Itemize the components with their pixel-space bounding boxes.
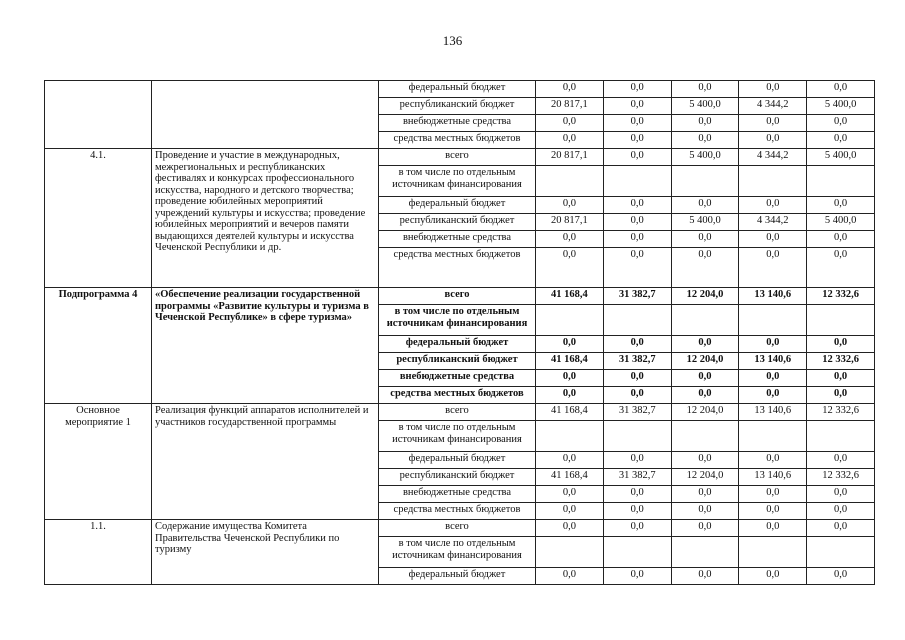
amount-cell: 12 204,0 (671, 404, 739, 421)
item-description: Реализация функций аппаратов исполнителей и участников государственной программы (152, 404, 379, 520)
amount-cell: 0,0 (603, 503, 671, 520)
funding-source: внебюджетные средства (379, 370, 536, 387)
amount-cell: 13 140,6 (739, 404, 807, 421)
amount-cell: 41 168,4 (536, 288, 604, 305)
table-row (45, 81, 875, 98)
amount-cell: 0,0 (603, 452, 671, 469)
amount-cell: 0,0 (603, 387, 671, 404)
amount-cell: 12 332,6 (807, 469, 875, 486)
amount-cell: 20 817,1 (536, 149, 604, 166)
funding-source: в том числе по отдельным источникам финансирования (379, 166, 536, 197)
table-row (45, 288, 875, 305)
amount-cell: 0,0 (603, 520, 671, 537)
item-description: Проведение и участие в международных, межрегиональных и республиканских фестивалях и конкурсах профессионального искусства, народного и детского творчества; проведение юбилейных мероприятий учреждений культуры и искусства; проведение юбилейных мероприятий и вечеров памяти выдающихся деятелей культуры и искусства Чеченской Республики и др. (152, 149, 379, 288)
amount-cell: 0,0 (739, 486, 807, 503)
amount-cell (739, 305, 807, 336)
funding-source: федеральный бюджет (379, 336, 536, 353)
amount-cell: 0,0 (671, 486, 739, 503)
funding-source: республиканский бюджет (379, 469, 536, 486)
amount-cell (739, 421, 807, 452)
item-code: 1.1. (45, 520, 152, 585)
amount-cell (807, 166, 875, 197)
amount-cell: 0,0 (807, 336, 875, 353)
amount-cell: 0,0 (739, 81, 807, 98)
amount-cell: 0,0 (603, 115, 671, 132)
amount-cell: 20 817,1 (536, 98, 604, 115)
amount-cell: 31 382,7 (603, 469, 671, 486)
amount-cell: 0,0 (536, 452, 604, 469)
amount-cell: 0,0 (739, 520, 807, 537)
amount-cell: 0,0 (671, 387, 739, 404)
amount-cell: 12 332,6 (807, 288, 875, 305)
funding-source: федеральный бюджет (379, 81, 536, 98)
amount-cell: 0,0 (671, 81, 739, 98)
funding-source: средства местных бюджетов (379, 132, 536, 149)
amount-cell: 5 400,0 (671, 214, 739, 231)
amount-cell: 5 400,0 (671, 149, 739, 166)
amount-cell: 0,0 (739, 452, 807, 469)
amount-cell: 0,0 (536, 231, 604, 248)
amount-cell: 0,0 (807, 248, 875, 288)
amount-cell: 4 344,2 (739, 214, 807, 231)
amount-cell (739, 537, 807, 568)
amount-cell: 0,0 (603, 98, 671, 115)
item-description: «Обеспечение реализации государственной программы «Развитие культуры и туризма в Чеченской Республике» в сфере туризма» (152, 288, 379, 404)
amount-cell: 31 382,7 (603, 353, 671, 370)
amount-cell (807, 305, 875, 336)
funding-source: всего (379, 288, 536, 305)
table-row (45, 520, 875, 537)
amount-cell (536, 305, 604, 336)
funding-source: всего (379, 520, 536, 537)
funding-source: республиканский бюджет (379, 353, 536, 370)
amount-cell: 41 168,4 (536, 404, 604, 421)
funding-source: средства местных бюджетов (379, 387, 536, 404)
amount-cell: 31 382,7 (603, 288, 671, 305)
amount-cell: 0,0 (603, 568, 671, 585)
budget-table-body (45, 81, 875, 585)
amount-cell (603, 166, 671, 197)
amount-cell: 0,0 (671, 568, 739, 585)
amount-cell: 4 344,2 (739, 149, 807, 166)
amount-cell: 0,0 (671, 231, 739, 248)
amount-cell: 0,0 (603, 132, 671, 149)
amount-cell (807, 537, 875, 568)
item-code: Основное мероприятие 1 (45, 404, 152, 520)
amount-cell: 0,0 (536, 81, 604, 98)
amount-cell: 0,0 (603, 486, 671, 503)
funding-source: внебюджетные средства (379, 115, 536, 132)
amount-cell: 0,0 (536, 503, 604, 520)
amount-cell (739, 166, 807, 197)
funding-source: республиканский бюджет (379, 98, 536, 115)
amount-cell: 0,0 (536, 370, 604, 387)
amount-cell: 0,0 (807, 370, 875, 387)
funding-source: средства местных бюджетов (379, 248, 536, 288)
amount-cell: 31 382,7 (603, 404, 671, 421)
amount-cell: 0,0 (603, 149, 671, 166)
amount-cell: 0,0 (671, 370, 739, 387)
amount-cell: 0,0 (807, 520, 875, 537)
amount-cell: 12 332,6 (807, 404, 875, 421)
funding-source: всего (379, 149, 536, 166)
amount-cell: 0,0 (536, 248, 604, 288)
amount-cell: 0,0 (536, 387, 604, 404)
amount-cell: 0,0 (603, 231, 671, 248)
amount-cell: 4 344,2 (739, 98, 807, 115)
funding-source: средства местных бюджетов (379, 503, 536, 520)
amount-cell: 0,0 (807, 115, 875, 132)
amount-cell: 13 140,6 (739, 469, 807, 486)
amount-cell: 0,0 (739, 248, 807, 288)
amount-cell: 0,0 (807, 132, 875, 149)
amount-cell: 0,0 (739, 336, 807, 353)
amount-cell: 0,0 (536, 336, 604, 353)
amount-cell: 0,0 (739, 503, 807, 520)
amount-cell: 12 332,6 (807, 353, 875, 370)
amount-cell: 0,0 (536, 520, 604, 537)
amount-cell: 0,0 (603, 336, 671, 353)
amount-cell: 0,0 (603, 214, 671, 231)
amount-cell: 0,0 (739, 132, 807, 149)
amount-cell: 13 140,6 (739, 353, 807, 370)
item-code (45, 81, 152, 149)
amount-cell: 13 140,6 (739, 288, 807, 305)
funding-source: внебюджетные средства (379, 231, 536, 248)
amount-cell: 0,0 (807, 503, 875, 520)
amount-cell: 0,0 (739, 370, 807, 387)
amount-cell: 0,0 (536, 132, 604, 149)
amount-cell: 0,0 (603, 197, 671, 214)
amount-cell: 0,0 (807, 568, 875, 585)
amount-cell (671, 537, 739, 568)
amount-cell: 0,0 (671, 452, 739, 469)
amount-cell: 0,0 (739, 115, 807, 132)
amount-cell: 12 204,0 (671, 288, 739, 305)
amount-cell: 5 400,0 (671, 98, 739, 115)
amount-cell (603, 305, 671, 336)
table-row (45, 149, 875, 166)
funding-source: федеральный бюджет (379, 452, 536, 469)
amount-cell: 0,0 (671, 132, 739, 149)
budget-table (44, 80, 875, 585)
amount-cell: 0,0 (739, 387, 807, 404)
funding-source: в том числе по отдельным источникам финансирования (379, 421, 536, 452)
amount-cell: 5 400,0 (807, 98, 875, 115)
amount-cell: 0,0 (807, 231, 875, 248)
amount-cell (603, 537, 671, 568)
amount-cell: 0,0 (739, 568, 807, 585)
amount-cell (671, 305, 739, 336)
funding-source: федеральный бюджет (379, 197, 536, 214)
amount-cell (807, 421, 875, 452)
amount-cell (536, 166, 604, 197)
amount-cell (603, 421, 671, 452)
amount-cell: 12 204,0 (671, 469, 739, 486)
amount-cell: 0,0 (739, 231, 807, 248)
amount-cell: 0,0 (671, 520, 739, 537)
amount-cell: 5 400,0 (807, 214, 875, 231)
table-row (45, 404, 875, 421)
amount-cell: 0,0 (536, 486, 604, 503)
amount-cell: 0,0 (807, 197, 875, 214)
funding-source: федеральный бюджет (379, 568, 536, 585)
funding-source: внебюджетные средства (379, 486, 536, 503)
amount-cell (671, 166, 739, 197)
amount-cell: 0,0 (739, 197, 807, 214)
amount-cell: 0,0 (536, 197, 604, 214)
funding-source: всего (379, 404, 536, 421)
amount-cell: 0,0 (807, 452, 875, 469)
funding-source: в том числе по отдельным источникам финансирования (379, 537, 536, 568)
amount-cell: 0,0 (671, 336, 739, 353)
item-code: 4.1. (45, 149, 152, 288)
amount-cell: 0,0 (671, 115, 739, 132)
amount-cell: 0,0 (807, 486, 875, 503)
amount-cell: 0,0 (603, 370, 671, 387)
amount-cell: 0,0 (603, 81, 671, 98)
amount-cell: 0,0 (671, 248, 739, 288)
amount-cell: 20 817,1 (536, 214, 604, 231)
amount-cell: 0,0 (536, 115, 604, 132)
item-code: Подпрограмма 4 (45, 288, 152, 404)
amount-cell: 0,0 (807, 387, 875, 404)
amount-cell: 0,0 (603, 248, 671, 288)
amount-cell: 12 204,0 (671, 353, 739, 370)
item-description: Содержание имущества Комитета Правительства Чеченской Республики по туризму (152, 520, 379, 585)
amount-cell: 0,0 (671, 503, 739, 520)
funding-source: республиканский бюджет (379, 214, 536, 231)
funding-source: в том числе по отдельным источникам финансирования (379, 305, 536, 336)
amount-cell: 0,0 (536, 568, 604, 585)
amount-cell: 0,0 (807, 81, 875, 98)
amount-cell: 41 168,4 (536, 353, 604, 370)
page-number: 136 (442, 33, 463, 48)
amount-cell (671, 421, 739, 452)
item-description (152, 81, 379, 149)
amount-cell: 0,0 (671, 197, 739, 214)
amount-cell (536, 421, 604, 452)
amount-cell: 5 400,0 (807, 149, 875, 166)
amount-cell (536, 537, 604, 568)
amount-cell: 41 168,4 (536, 469, 604, 486)
